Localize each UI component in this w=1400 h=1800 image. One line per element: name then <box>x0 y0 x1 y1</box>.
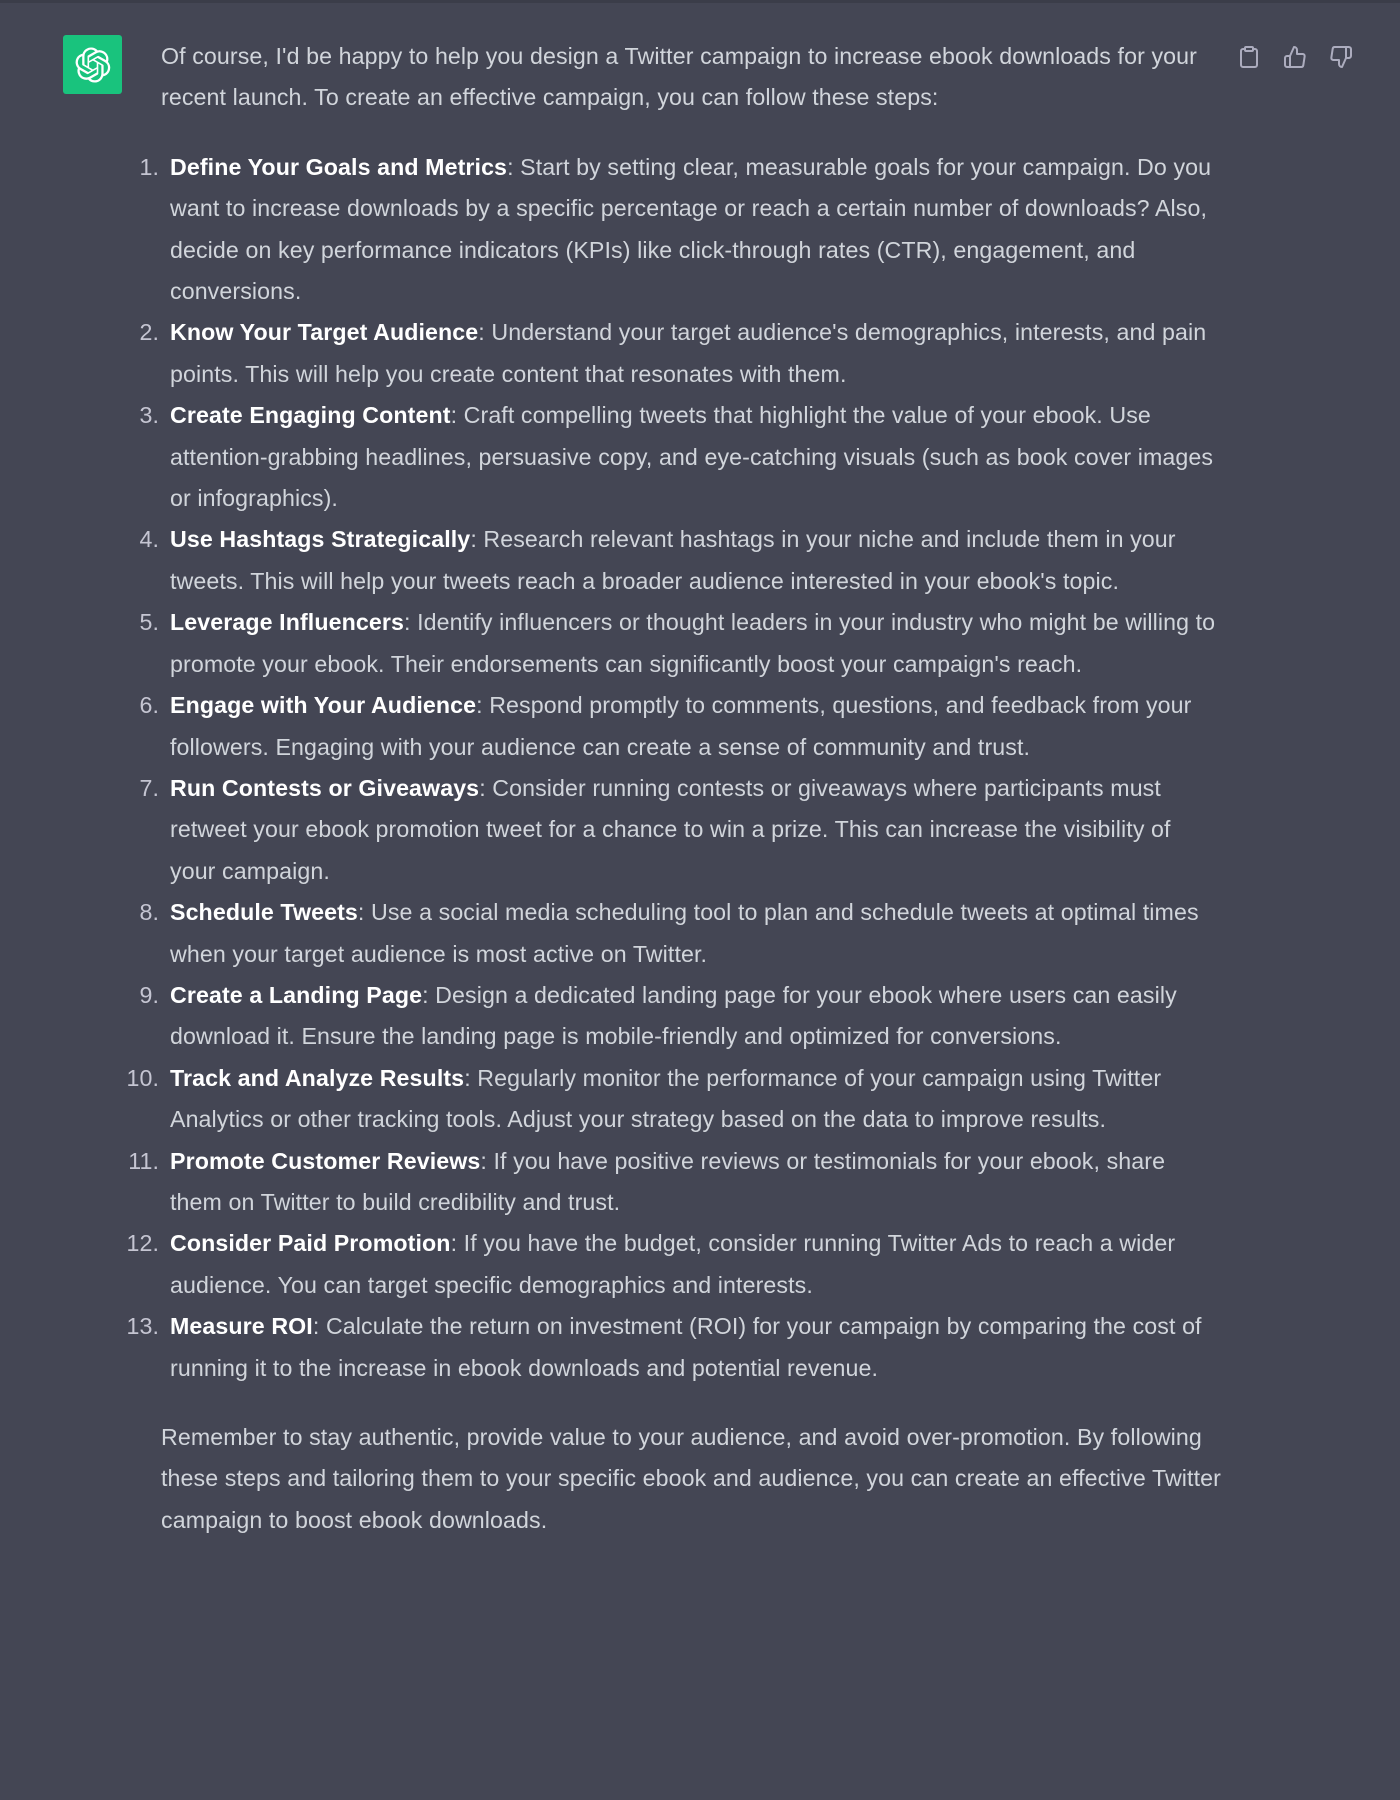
steps-list <box>126 147 1221 1389</box>
message-actions <box>1236 44 1354 70</box>
step-title: Create Engaging Content <box>170 402 451 429</box>
message-closing: Remember to stay authentic, provide value to your audience, and avoid over-promotion. By following these steps and tailoring them to your specific ebook and audience, you can create an effective Twitter campaign to boost ebook downloads. <box>161 1424 1221 1533</box>
step-number: 8. <box>139 899 159 926</box>
copy-button[interactable] <box>1236 44 1262 70</box>
list-item <box>126 1306 1221 1389</box>
step-text: : Regularly monitor the performance of your campaign using Twitter Analytics or other tracking tools. Adjust your strategy based on the data to improve results. <box>170 1064 1162 1133</box>
step-text: : Design a dedicated landing page for your ebook where users can easily download it. Ensure the landing page is mobile-friendly and optimized for conversions. <box>170 981 1177 1050</box>
step-number: 4. <box>139 526 159 553</box>
step-title: Measure ROI <box>170 1313 313 1340</box>
list-item <box>139 602 1221 685</box>
step-number: 1. <box>139 153 159 180</box>
step-number: 7. <box>139 774 159 801</box>
clipboard-icon <box>1237 45 1261 69</box>
step-title: Create a Landing Page <box>170 981 423 1008</box>
step-number: 11. <box>128 1147 159 1174</box>
list-item <box>139 768 1221 892</box>
step-text: : Respond promptly to comments, questions, and feedback from your followers. Engaging with your audience can create a sense of community and trust. <box>170 692 1192 760</box>
step-text: : Identify influencers or thought leaders in your industry who might be willing to promote your ebook. Their endorsements can significantly boost your campaign's reach. <box>170 609 1216 677</box>
step-title: Know Your Target Audience <box>170 319 479 346</box>
step-number: 12. <box>126 1230 159 1257</box>
list-item <box>139 147 1221 313</box>
step-title: Leverage Influencers <box>170 609 404 636</box>
step-text: : Start by setting clear, measurable goals for your campaign. Do you want to increase downloads by a specific percentage or reach a certain number of downloads? Also, decide on key performance indicators (KPIs) like click-through rates (CTR), engagement, and conversions. <box>170 153 1212 305</box>
step-title: Run Contests or Giveaways <box>170 774 480 801</box>
dislike-button[interactable] <box>1328 44 1354 70</box>
top-divider <box>0 0 1400 3</box>
step-text: : Craft compelling tweets that highlight the value of your ebook. Use attention-grabbing headlines, persuasive copy, and eye-catching visuals (such as book cover images or infographics). <box>170 402 1214 512</box>
assistant-message <box>126 36 1221 1541</box>
step-text: : Calculate the return on investment (ROI) for your campaign by comparing the cost of running it to the increase in ebook downloads and potential revenue. <box>170 1313 1202 1381</box>
step-number: 2. <box>139 319 159 346</box>
step-text: : Use a social media scheduling tool to plan and schedule tweets at optimal times when your target audience is most active on Twitter. <box>170 899 1199 967</box>
step-title: Track and Analyze Results <box>170 1064 465 1091</box>
step-title: Define Your Goals and Metrics <box>170 153 508 180</box>
list-item <box>126 1223 1221 1306</box>
step-text: : If you have positive reviews or testimonials for your ebook, share them on Twitter to build credibility and trust. <box>170 1147 1166 1215</box>
like-button[interactable] <box>1282 44 1308 70</box>
step-number: 6. <box>139 692 159 719</box>
step-title: Engage with Your Audience <box>170 692 477 719</box>
openai-logo-icon <box>75 47 111 83</box>
list-item <box>139 312 1221 395</box>
step-number: 9. <box>139 981 159 1008</box>
list-item <box>139 975 1221 1058</box>
step-text: : Understand your target audience's demographics, interests, and pain points. This will help you create content that resonates with them. <box>170 319 1207 387</box>
assistant-avatar <box>63 35 122 94</box>
list-item <box>139 685 1221 768</box>
thumbs-up-icon <box>1283 45 1307 69</box>
step-title: Use Hashtags Strategically <box>170 526 471 553</box>
step-number: 13. <box>126 1313 159 1340</box>
step-number: 3. <box>139 402 159 429</box>
list-item <box>139 519 1221 602</box>
step-text: : Research relevant hashtags in your niche and include them in your tweets. This will help your tweets reach a broader audience interested in your ebook's topic. <box>170 526 1176 594</box>
list-item <box>139 892 1221 975</box>
message-intro: Of course, I'd be happy to help you design a Twitter campaign to increase ebook downloads for your recent launch. To create an effective campaign, you can follow these steps: <box>161 43 1197 111</box>
list-item <box>139 395 1221 519</box>
step-number: 10. <box>126 1064 159 1091</box>
step-number: 5. <box>139 609 159 636</box>
step-title: Consider Paid Promotion <box>170 1230 451 1257</box>
list-item <box>126 1058 1221 1141</box>
step-text: : Consider running contests or giveaways where participants must retweet your ebook promotion tweet for a chance to win a prize. This can increase the visibility of your campaign. <box>170 774 1171 884</box>
step-title: Schedule Tweets <box>170 899 358 926</box>
step-text: : If you have the budget, consider running Twitter Ads to reach a wider audience. You can target specific demographics and interests. <box>170 1230 1176 1298</box>
thumbs-down-icon <box>1329 45 1353 69</box>
step-title: Promote Customer Reviews <box>170 1147 481 1174</box>
list-item <box>128 1141 1221 1224</box>
